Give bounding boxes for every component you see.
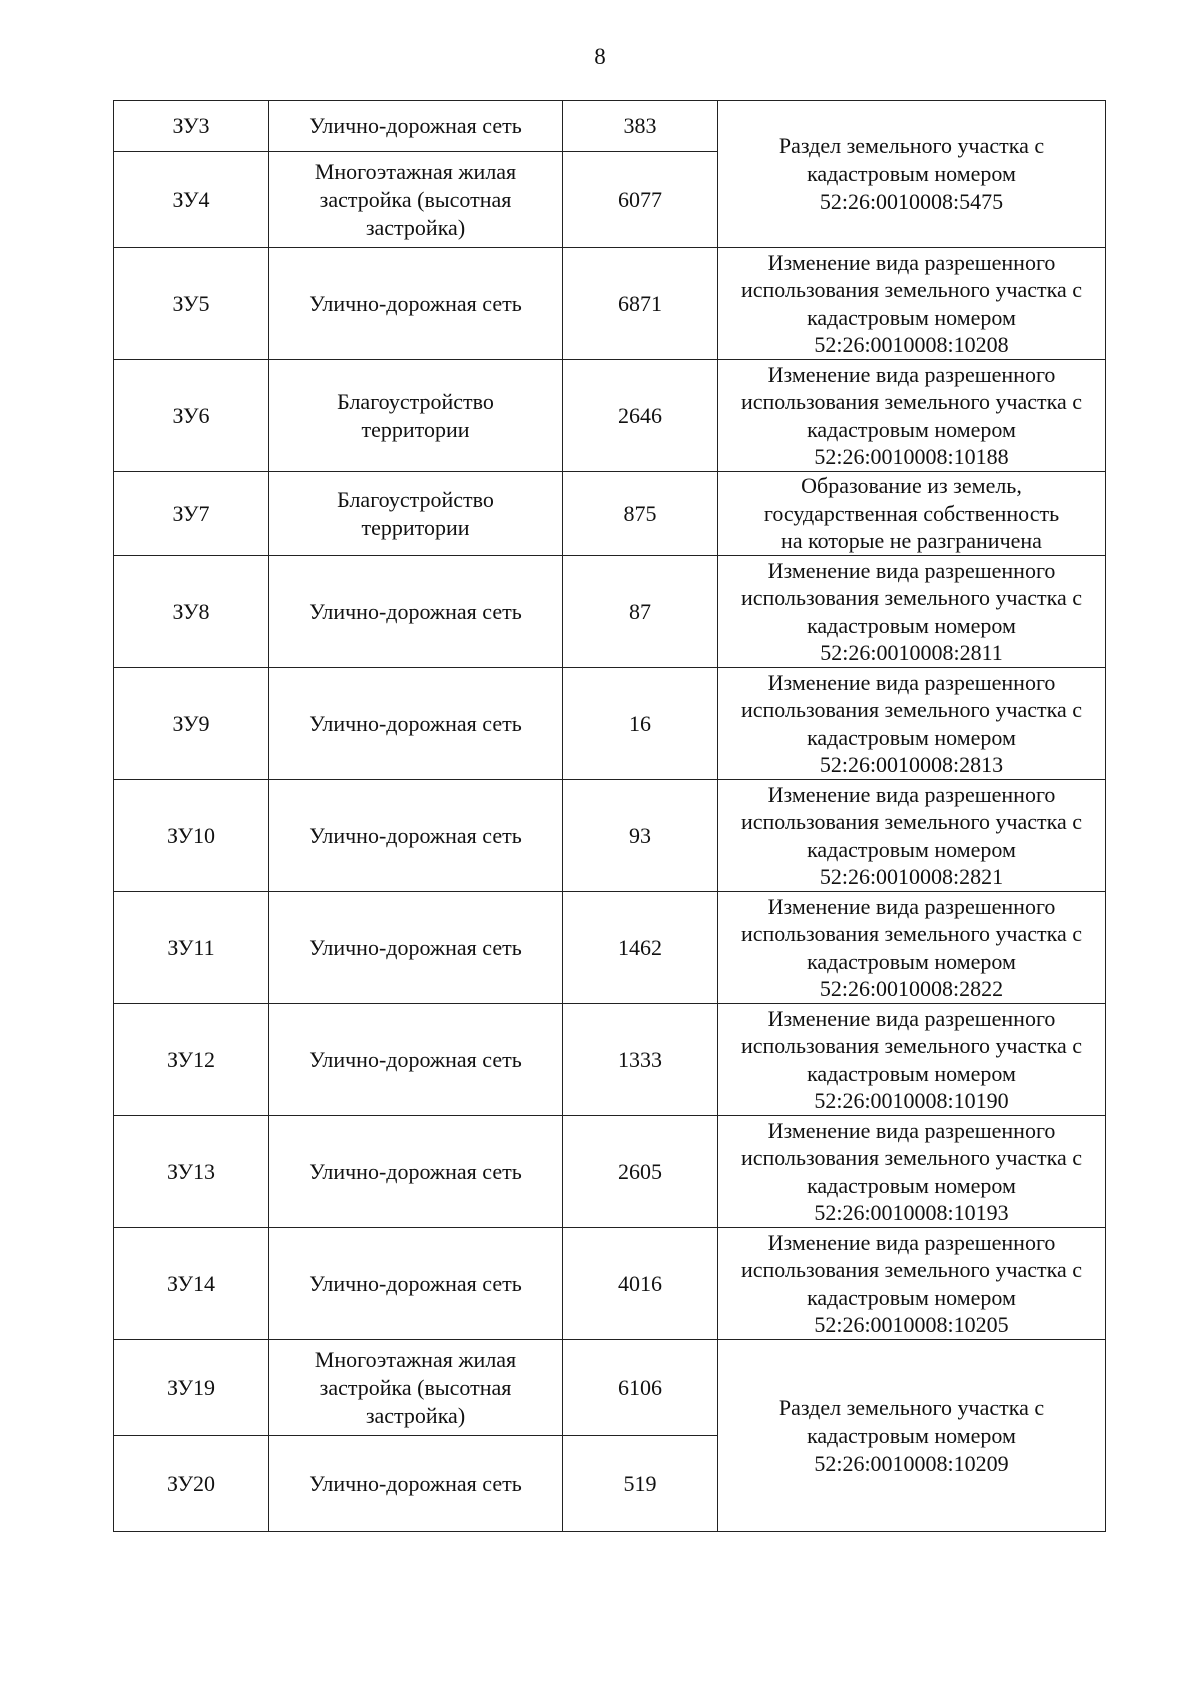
cell-line: кадастровым номером (807, 612, 1016, 638)
cell-line: застройка) (365, 214, 466, 240)
plot-id-cell: ЗУ4 (114, 152, 269, 248)
cell-line: застройка) (365, 1402, 466, 1428)
formation-note-cell (718, 101, 1106, 248)
permitted-use-cell (269, 248, 563, 360)
table-row (114, 892, 1106, 1004)
plot-id-cell: ЗУ7 (114, 472, 269, 556)
cell-line: Раздел земельного участка с (778, 133, 1045, 158)
table-row (114, 1004, 1106, 1116)
plot-id-cell: ЗУ19 (114, 1340, 269, 1436)
permitted-use-cell (269, 1228, 563, 1340)
land-plots-table (113, 100, 1106, 1532)
cell-line: Улично-дорожная сеть (309, 1158, 522, 1184)
cell-line: на которые не разграничена (781, 528, 1042, 554)
cell-line: Раздел земельного участка с (778, 1394, 1045, 1420)
cell-line: Улично-дорожная сеть (309, 1046, 522, 1072)
cell-line: 52:26:0010008:2822 (819, 976, 1004, 1001)
area-cell: 16 (563, 668, 718, 780)
plot-id-cell: ЗУ10 (114, 780, 269, 892)
area-cell: 2646 (563, 360, 718, 472)
cell-line: кадастровым номером (807, 1422, 1016, 1448)
plot-id-cell: ЗУ6 (114, 360, 269, 472)
formation-note-cell (718, 472, 1106, 556)
permitted-use-cell (269, 360, 563, 472)
formation-note-cell (718, 360, 1106, 472)
area-cell: 6077 (563, 152, 718, 248)
cell-line: государственная собственность (763, 500, 1060, 526)
cell-line: Изменение вида разрешенного (767, 1117, 1056, 1143)
permitted-use-cell (269, 1340, 563, 1436)
formation-note-cell (718, 668, 1106, 780)
cell-line: кадастровым номером (807, 161, 1016, 186)
area-cell: 1333 (563, 1004, 718, 1116)
cell-line: использования земельного участка с (740, 277, 1083, 302)
area-cell: 93 (563, 780, 718, 892)
cell-line: кадастровым номером (807, 836, 1016, 862)
cell-line: 52:26:0010008:2813 (819, 752, 1004, 777)
cell-line: 52:26:0010008:10208 (814, 332, 1009, 357)
cell-line: Изменение вида разрешенного (767, 1005, 1056, 1031)
plot-id-cell: ЗУ9 (114, 668, 269, 780)
cell-line: территории (361, 514, 470, 540)
cell-line: 52:26:0010008:10193 (814, 1200, 1009, 1225)
permitted-use-cell (269, 101, 563, 152)
cell-line: застройка (высотная (319, 186, 512, 212)
area-cell: 383 (563, 101, 718, 152)
permitted-use-cell (269, 892, 563, 1004)
area-cell: 2605 (563, 1116, 718, 1228)
cell-line: использования земельного участка с (740, 697, 1083, 722)
cell-line: Изменение вида разрешенного (767, 1229, 1056, 1255)
page-number: 8 (594, 44, 606, 69)
permitted-use-cell (269, 1436, 563, 1532)
formation-note-cell (718, 1116, 1106, 1228)
cell-line: застройка (высотная (319, 1374, 512, 1400)
cell-line: 52:26:0010008:10205 (814, 1312, 1009, 1337)
cell-line: использования земельного участка с (740, 809, 1083, 834)
cell-line: Улично-дорожная сеть (309, 1470, 522, 1496)
cell-line: использования земельного участка с (740, 921, 1083, 946)
cell-line: 52:26:0010008:2821 (819, 864, 1004, 889)
cell-line: кадастровым номером (807, 416, 1016, 442)
cell-line: кадастровым номером (807, 1284, 1016, 1310)
plot-id-cell: ЗУ8 (114, 556, 269, 668)
cell-line: Изменение вида разрешенного (767, 781, 1056, 807)
permitted-use-cell (269, 472, 563, 556)
cell-line: Изменение вида разрешенного (767, 249, 1056, 275)
area-cell: 6871 (563, 248, 718, 360)
cell-line: использования земельного участка с (740, 1145, 1083, 1170)
permitted-use-cell (269, 780, 563, 892)
area-cell: 87 (563, 556, 718, 668)
plot-id-cell: ЗУ12 (114, 1004, 269, 1116)
plot-id-cell: ЗУ5 (114, 248, 269, 360)
formation-note-cell (718, 1004, 1106, 1116)
cell-line: 52:26:0010008:10190 (814, 1088, 1009, 1113)
cell-line: Изменение вида разрешенного (767, 669, 1056, 695)
cell-line: 52:26:0010008:10209 (814, 1450, 1009, 1476)
table-row (114, 1116, 1106, 1228)
cell-line: использования земельного участка с (740, 585, 1083, 610)
cell-line: 52:26:0010008:5475 (819, 189, 1004, 214)
table-row (114, 472, 1106, 556)
cell-line: использования земельного участка с (740, 1257, 1083, 1282)
table-row (114, 1228, 1106, 1340)
area-cell: 875 (563, 472, 718, 556)
area-cell: 4016 (563, 1228, 718, 1340)
cell-line: кадастровым номером (807, 724, 1016, 750)
cell-line: кадастровым номером (807, 304, 1016, 330)
cell-line: 52:26:0010008:2811 (820, 640, 1003, 665)
cell-line: Многоэтажная жилая (314, 1346, 517, 1372)
formation-note-cell (718, 556, 1106, 668)
table-row (114, 101, 1106, 152)
cell-line: Улично-дорожная сеть (309, 290, 522, 316)
plot-id-cell: ЗУ3 (114, 101, 269, 152)
table-row (114, 780, 1106, 892)
cell-line: Благоустройство (337, 388, 494, 414)
formation-note-cell (718, 780, 1106, 892)
area-cell: 519 (563, 1436, 718, 1532)
plot-id-cell: ЗУ13 (114, 1116, 269, 1228)
table-row (114, 556, 1106, 668)
permitted-use-cell (269, 152, 563, 248)
permitted-use-cell (269, 668, 563, 780)
cell-line: Улично-дорожная сеть (309, 598, 522, 624)
cell-line: Улично-дорожная сеть (309, 1270, 522, 1296)
formation-note-cell (718, 892, 1106, 1004)
formation-note-cell (718, 1340, 1106, 1532)
permitted-use-cell (269, 1004, 563, 1116)
cell-line: Благоустройство (337, 486, 494, 512)
cell-line: 52:26:0010008:10188 (814, 444, 1009, 469)
cell-line: Улично-дорожная сеть (309, 710, 522, 736)
plot-id-cell: ЗУ11 (114, 892, 269, 1004)
permitted-use-cell (269, 556, 563, 668)
cell-line: Улично-дорожная сеть (309, 934, 522, 960)
table-row (114, 360, 1106, 472)
table-row (114, 248, 1106, 360)
area-cell: 6106 (563, 1340, 718, 1436)
cell-line: территории (361, 416, 470, 442)
cell-line: Улично-дорожная сеть (309, 113, 522, 138)
table-row (114, 668, 1106, 780)
table-row (114, 1340, 1106, 1436)
permitted-use-cell (269, 1116, 563, 1228)
cell-line: использования земельного участка с (740, 1033, 1083, 1058)
area-cell: 1462 (563, 892, 718, 1004)
cell-line: Изменение вида разрешенного (767, 361, 1056, 387)
cell-line: Изменение вида разрешенного (767, 893, 1056, 919)
cell-line: кадастровым номером (807, 1172, 1016, 1198)
plot-id-cell: ЗУ20 (114, 1436, 269, 1532)
cell-line: Многоэтажная жилая (314, 158, 517, 184)
formation-note-cell (718, 1228, 1106, 1340)
cell-line: Улично-дорожная сеть (309, 822, 522, 848)
formation-note-cell (718, 248, 1106, 360)
plot-id-cell: ЗУ14 (114, 1228, 269, 1340)
cell-line: кадастровым номером (807, 948, 1016, 974)
cell-line: Образование из земель, (801, 473, 1022, 499)
cell-line: использования земельного участка с (740, 389, 1083, 414)
cell-line: кадастровым номером (807, 1060, 1016, 1086)
cell-line: Изменение вида разрешенного (767, 557, 1056, 583)
